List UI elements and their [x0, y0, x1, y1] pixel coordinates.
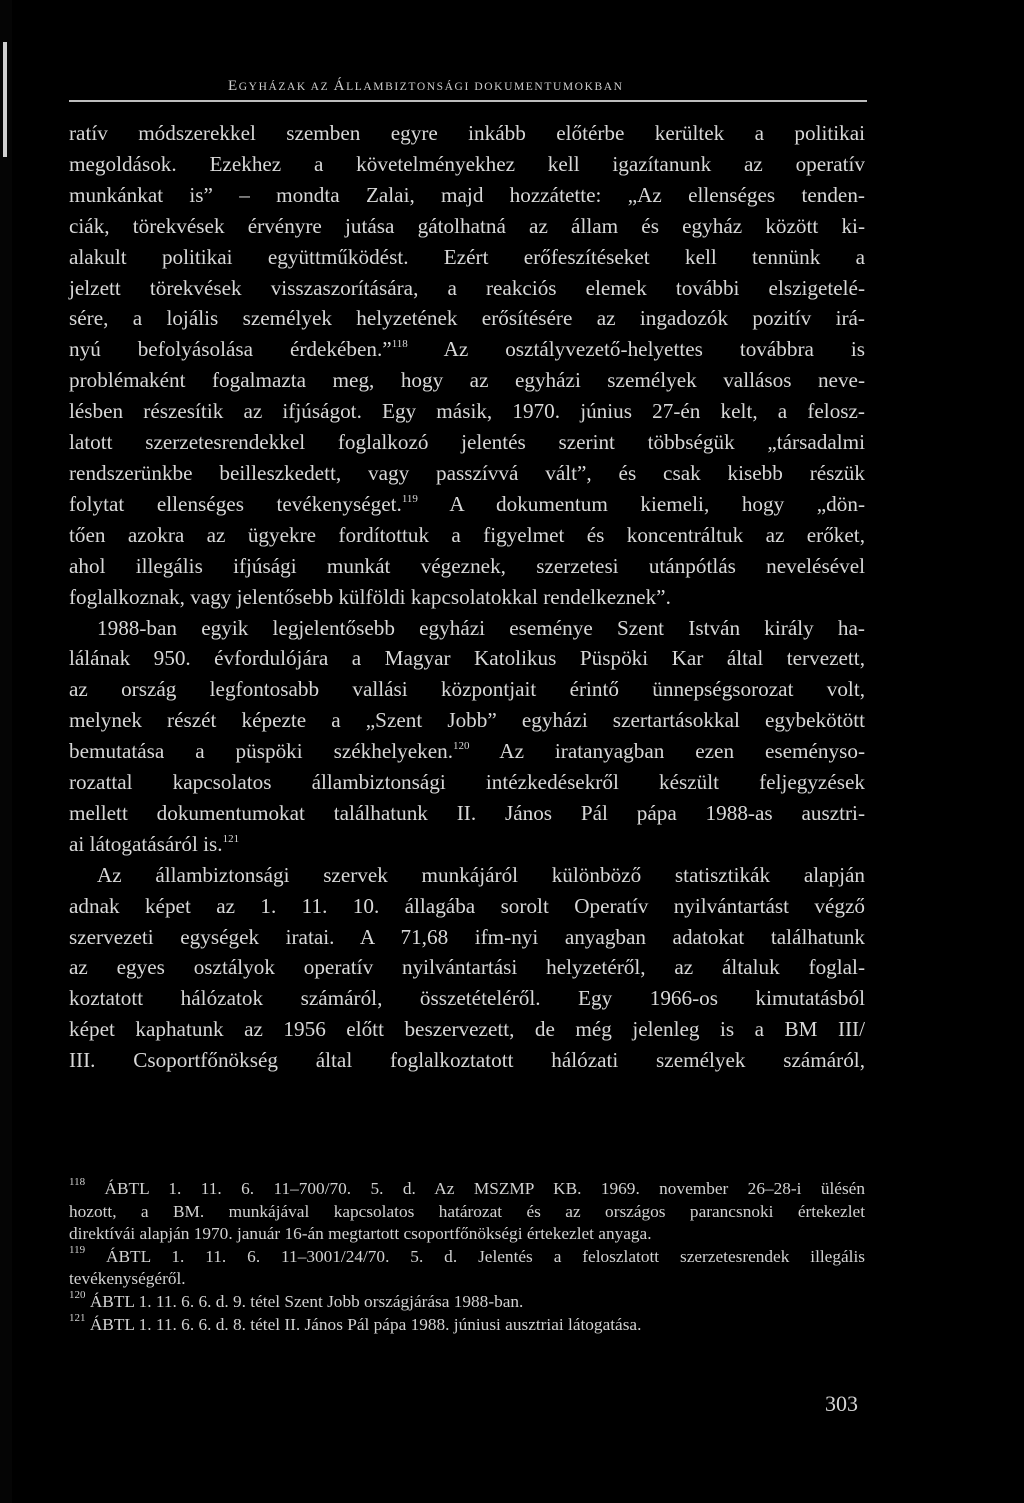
body-text-run: Az iratanyagban ezen eseménysо-	[469, 739, 865, 764]
body-line	[69, 736, 865, 767]
body-line: rendszerünkbe beilleszkedett, vagy passzívvá vált”, és csak kisebb részük	[69, 460, 865, 485]
footnote-text: ÁBTL 1. 11. 6. 11–700/70. 5. d. Az MSZMP KB. 1969. november 26–28-i ülésén	[85, 1179, 865, 1198]
body-line: ciák, törekvések érvényre jutása gátolhatná az állam és egyház között ki-	[69, 213, 865, 238]
footnote-text: direktívái alapján 1970. január 16-án megtartott csoportfőnökségi értekezlet anyaga.	[69, 1224, 652, 1244]
body-text	[69, 118, 865, 1076]
body-text-run: bemutatása a püspöki székhelyeken.	[69, 739, 454, 764]
body-line: latott szerzetesrendekkel foglalkozó jelentés szerint többségük „társadalmi	[69, 430, 865, 455]
body-line: képet kaphatunk az 1956 előtt beszervezett, de még jelenleg is a BM III/	[69, 1017, 865, 1042]
body-line: alakult politikai együttműködést. Ezért erőfeszítéseket kell tennünk a	[69, 244, 865, 269]
binding-edge-mark	[3, 42, 7, 157]
body-text-run: folytat ellenséges tevékenységet.	[69, 491, 402, 516]
footnote-line	[69, 1223, 865, 1246]
body-line: az ország legfontosabb vallási központjait érintő ünnepségsorozat volt,	[69, 677, 865, 702]
footnote-line	[69, 1311, 865, 1337]
running-head	[228, 78, 868, 95]
footnotes	[69, 1178, 865, 1336]
body-line: megoldások. Ezekhez a követelményekhez kell igazítanunk az operatív	[69, 151, 865, 176]
body-line: munkánkat is” – mondta Zalai, majd hozzátette: „Az ellenséges tenden-	[69, 182, 865, 207]
body-text-run: nyú befolyásolása érdekében.”	[69, 337, 392, 362]
paragraph-first-line: Az állambiztonsági szervek munkájáról különböző statisztikák alapján	[97, 862, 865, 887]
page-edge	[0, 0, 12, 1503]
footnote-text: ÁBTL 1. 11. 6. 11–3001/24/70. 5. d. Jelentés a feloszlatott szerzetesrendek illegális	[85, 1246, 865, 1266]
running-head-initial-2: Á	[333, 78, 347, 94]
body-line: szervezeti egységek iratai. A 71,68 ifm-nyi anyagban adatokat találhatunk	[69, 924, 865, 949]
footnote-ref: 119	[401, 492, 418, 505]
body-text-run: ai látogatásáról is.	[69, 831, 223, 856]
footnote-number: 118	[69, 1176, 86, 1188]
body-line: koztatott hálózatok számáról, összetételéről. Egy 1966-os kimutatásból	[69, 986, 865, 1011]
footnote-line	[69, 1243, 865, 1269]
body-line	[69, 489, 865, 520]
footnote-text: ÁBTL 1. 11. 6. 6. d. 9. tétel Szent Jobb országjárása 1988-ban.	[85, 1291, 524, 1311]
body-line	[69, 334, 865, 365]
footnote-line	[69, 1268, 865, 1291]
body-line: adnak képet az 1. 11. 10. állagába sorolt Operatív nyilvántartást végző	[69, 893, 865, 918]
footnote-ref: 118	[391, 338, 408, 351]
body-line: problémaként fogalmazta meg, hogy az egyházi személyek vallásos neve-	[69, 368, 865, 393]
body-line: ahol illegális ifjúsági munkát végeznek, szerzetesi utánpótlás nevelésével	[69, 553, 865, 578]
running-head-text-2: LLAMBIZTONSÁGI DOKUMENTUMOKBAN	[346, 81, 624, 93]
body-line: ratív módszerekkel szemben egyre inkább előtérbe kerültek a politikai	[69, 121, 865, 145]
running-head-initial-1: E	[228, 78, 239, 94]
footnote-text: tevékenységéről.	[69, 1269, 186, 1289]
footnote-line	[69, 1201, 865, 1224]
body-line	[69, 829, 865, 860]
footnote-ref: 120	[453, 740, 470, 753]
running-head-text-1: GYHÁZAK AZ	[238, 81, 334, 93]
body-line: rozattal kapcsolatos állambiztonsági intézkedésekről készült feljegyzések	[69, 770, 865, 795]
body-text-run: A dokumentum kiemeli, hogy „dön-	[417, 491, 865, 516]
body-line: jelzett törekvések visszaszorítására, a reakciós elemek további elszigetelé-	[69, 275, 865, 300]
page-number: 303	[825, 1391, 858, 1416]
footnote-number: 120	[69, 1288, 86, 1301]
footnote-text: ÁBTL 1. 11. 6. 6. d. 8. tétel II. János Pál pápa 1988. júniusi ausztriai látogatása.	[85, 1314, 642, 1334]
body-line: III. Csoportfőnökség által foglalkoztatott hálózati személyek számáról,	[69, 1048, 865, 1073]
body-line: sére, a lojális személyek helyzetének erősítésére az ingadozók pozitív irá-	[69, 306, 865, 331]
footnote-number: 119	[69, 1243, 86, 1256]
footnote-text: hozott, a BM. munkájával kapcsolatos határozat és az országos parancsnoki értekezlet	[69, 1201, 865, 1221]
footnote-ref: 121	[222, 832, 240, 845]
body-line: lésben részesítik az ifjúságot. Egy másik, 1970. június 27-én kelt, a felosz-	[69, 399, 865, 424]
body-line: tően azokra az ügyekre fordítottuk a figyelmet és koncentráltuk az erőket,	[69, 522, 865, 547]
body-line: foglalkoznak, vagy jelentősebb külföldi kapcsolatokkal rendelkeznek”.	[69, 584, 671, 609]
body-text-run: Az osztályvezető-helyettes továbbra is	[407, 337, 866, 362]
footnote-line	[69, 1288, 865, 1314]
footnote-number: 121	[69, 1311, 86, 1324]
footnote-line	[69, 1178, 865, 1201]
body-line: mellett dokumentumokat találhatunk II. János Pál pápa 1988-as ausztri-	[69, 800, 865, 825]
body-line: lálának 950. évfordulójára a Magyar Katolikus Püspöki Kar által tervezett,	[69, 646, 865, 671]
paragraph-first-line: 1988-ban egyik legjelentősebb egyházi eseménye Szent István király ha-	[97, 615, 865, 640]
body-line: melynek részét képezte a „Szent Jobb” egyházi szertartásokkal egybekötött	[69, 708, 865, 733]
header-rule	[69, 100, 867, 102]
body-line: az egyes osztályok operatív nyilvántartási helyzetéről, az általuk foglal-	[69, 955, 865, 980]
